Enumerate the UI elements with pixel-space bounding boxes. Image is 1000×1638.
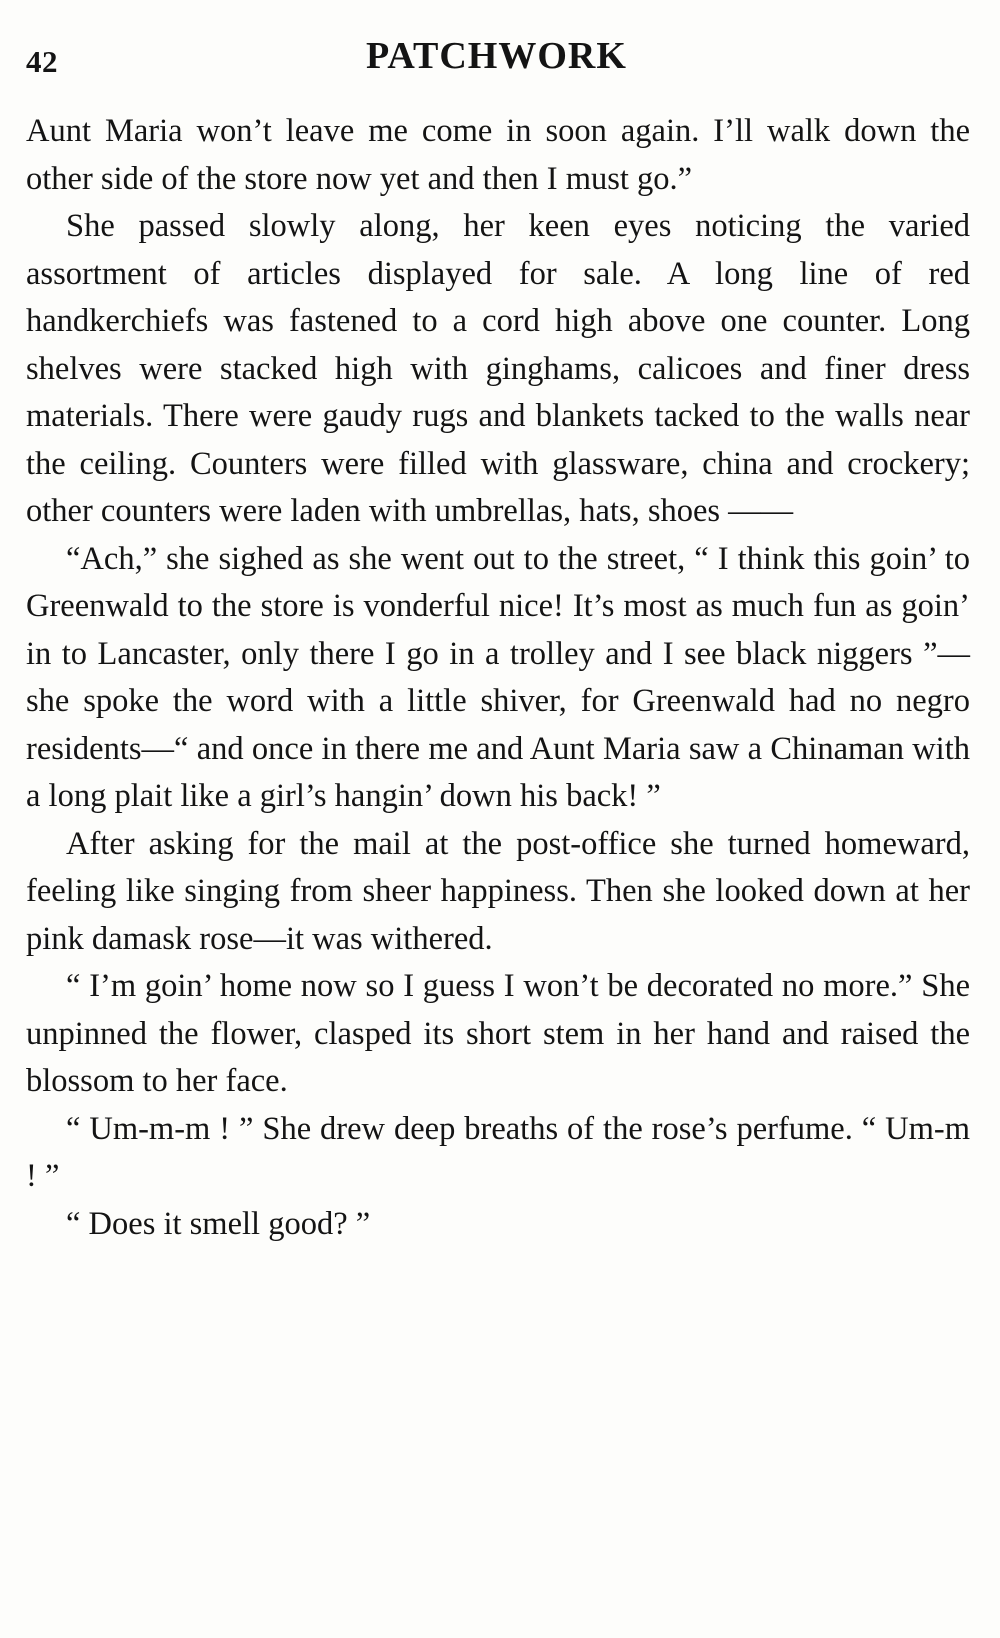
- paragraph: She passed slowly along, her keen eyes noticing the varied assortment of articles displayed for sale. A long line of red handkerchiefs was fastened to a cord high above one counter. Long shelves were stacked high with ginghams, calicoes and finer dress materials. There were gaudy rugs and blankets tacked to the walls near the ceiling. Counters were filled with glassware, china and crockery; other counters were laden with umbrellas, hats, shoes ——: [26, 208, 970, 529]
- body-text: [26, 108, 970, 1248]
- paragraph: Aunt Maria won’t leave me come in soon again. I’ll walk down the other side of the store now yet and then I must go.”: [26, 113, 970, 197]
- paragraph: “ I’m goin’ home now so I guess I won’t be decorated no more.” She unpinned the flower, clasped its short stem in her hand and raised the blossom to her face.: [26, 968, 970, 1099]
- page-header: [26, 30, 976, 86]
- paragraph: After asking for the mail at the post-office she turned homeward, feeling like singing from sheer happiness. Then she looked down at her pink damask rose—it was withered.: [26, 825, 970, 957]
- paragraph: “ Does it smell good? ”: [66, 1205, 371, 1242]
- running-title: PATCHWORK: [366, 35, 627, 77]
- paragraph: “Ach,” she sighed as she went out to the street, “ I think this goin’ to Greenwald to the store is vonderful nice! It’s most as much fun as goin’ in to Lancaster, only there I go in a trolley and I see black niggers ”— she spoke the word with a little shiver, for Greenwald had no negro residents—“ and once in there me and Aunt Maria saw a Chinaman with a long plait like a girl’s hangin’ down his back! ”: [26, 540, 970, 814]
- paragraph: “ Um-m-m ! ” She drew deep breaths of the rose’s perfume. “ Um-m ! ”: [26, 1110, 970, 1194]
- page-number: 42: [26, 44, 58, 79]
